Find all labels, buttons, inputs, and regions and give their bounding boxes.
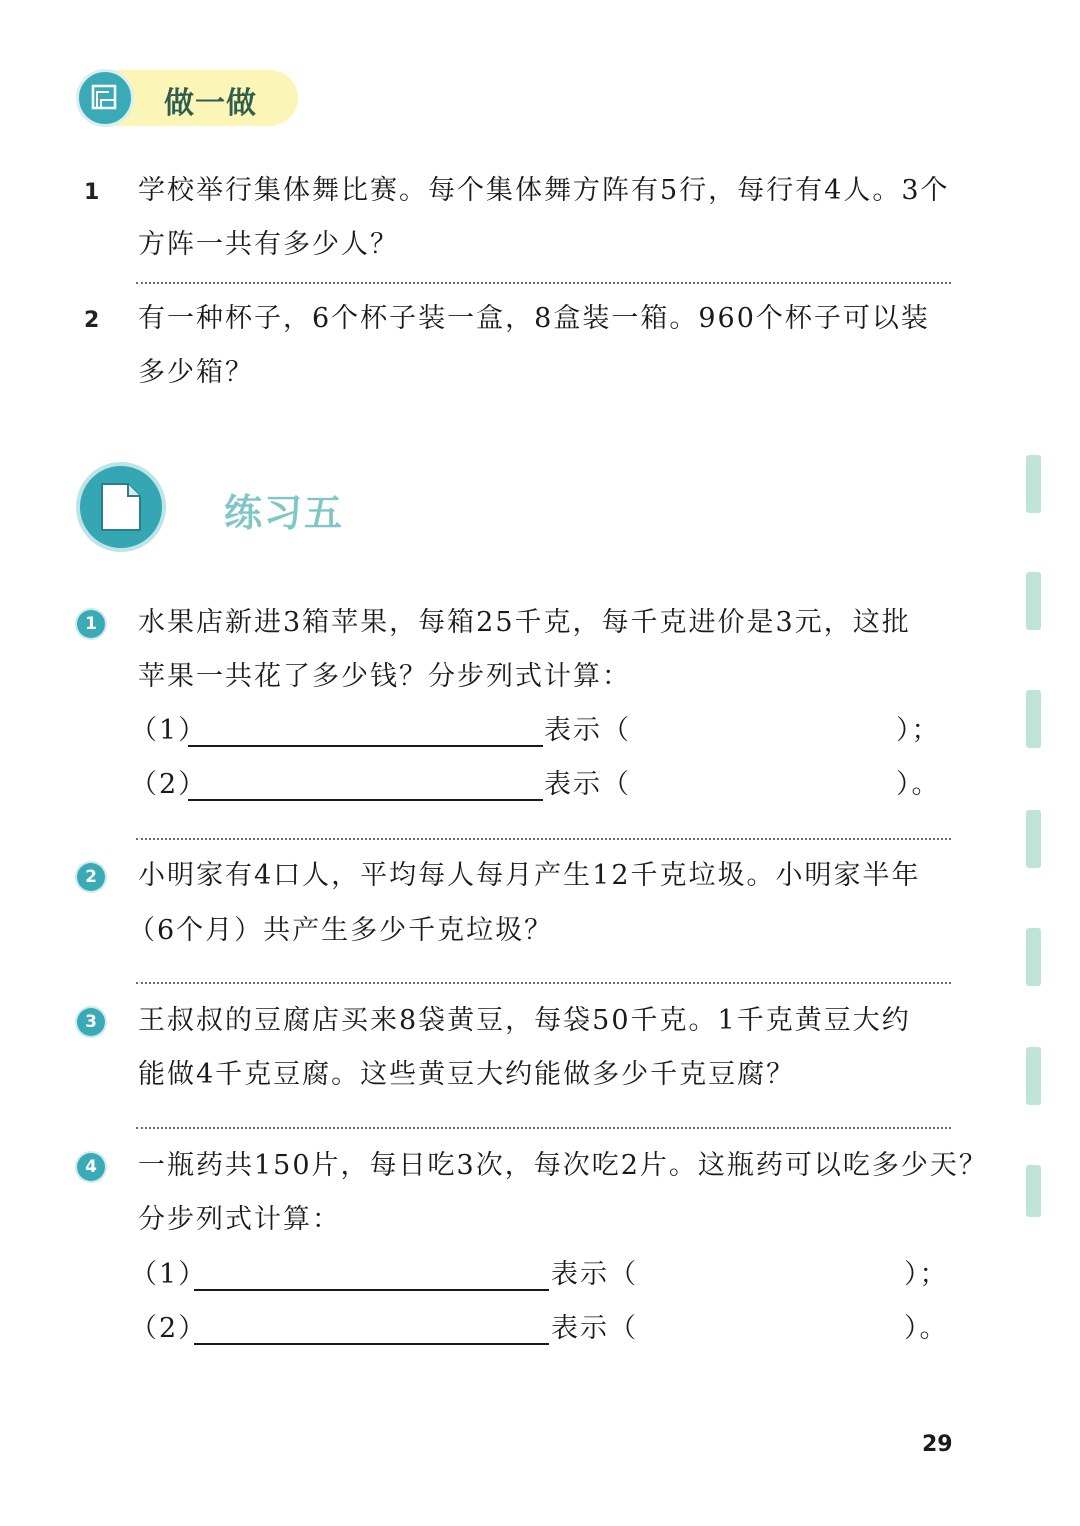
edge-tab	[1026, 1047, 1041, 1105]
question-text-line: 多少箱？	[138, 357, 254, 388]
answer-blank[interactable]	[188, 799, 543, 801]
question-text-line: 小明家有4口人，平均每人每月产生12千克垃圾。小明家半年	[138, 860, 921, 891]
question-number-badge: 2	[77, 863, 105, 891]
section-title-zuoyizuo: 做一做	[164, 86, 257, 121]
step-label: （1）	[130, 715, 208, 746]
dotted-divider	[136, 838, 951, 840]
step-end-text: ）；	[904, 1259, 949, 1290]
item-number: 2	[84, 308, 100, 333]
question-text-line: 分步列式计算：	[138, 1204, 341, 1235]
dotted-divider	[136, 282, 951, 284]
item-number: 1	[84, 180, 100, 205]
question-text-line: 一瓶药共150片，每日吃3次，每次吃2片。这瓶药可以吃多少天？	[138, 1150, 988, 1181]
step-meaning-text: 表示（	[544, 715, 631, 746]
step-label: （2）	[130, 769, 208, 800]
edge-tab	[1026, 928, 1041, 986]
page-number: 29	[922, 1432, 953, 1457]
pencil-box-icon	[76, 69, 134, 127]
answer-blank[interactable]	[194, 1289, 549, 1291]
step-meaning-text: 表示（	[544, 769, 631, 800]
edge-tab	[1026, 1165, 1041, 1217]
edge-tab	[1026, 810, 1041, 868]
question-text-line: 有一种杯子，6个杯子装一盒，8盒装一箱。960个杯子可以装	[138, 303, 930, 334]
question-text-line: 水果店新进3箱苹果，每箱25千克，每千克进价是3元，这批	[138, 607, 911, 638]
step-label: （2）	[130, 1313, 208, 1344]
question-text-line: （6个月）共产生多少千克垃圾？	[128, 915, 554, 946]
answer-blank[interactable]	[194, 1343, 549, 1345]
question-text-line: 苹果一共花了多少钱？分步列式计算：	[138, 661, 631, 692]
edge-tab	[1026, 572, 1041, 630]
step-end-text: ）；	[896, 715, 941, 746]
question-number-badge: 1	[77, 610, 105, 638]
question-number-badge: 3	[77, 1008, 105, 1036]
question-text-line: 王叔叔的豆腐店买来8袋黄豆，每袋50千克。1千克黄豆大约	[138, 1005, 911, 1036]
dotted-divider	[136, 982, 951, 984]
edge-tab	[1026, 690, 1041, 748]
step-meaning-text: 表示（	[551, 1313, 638, 1344]
step-end-text: ）。	[904, 1313, 949, 1344]
edge-tab	[1026, 455, 1041, 513]
exercise-title: 练习五	[224, 491, 345, 535]
answer-blank[interactable]	[188, 745, 543, 747]
dotted-divider	[136, 1127, 951, 1129]
question-text-line: 方阵一共有多少人？	[138, 229, 399, 260]
step-label: （1）	[130, 1259, 208, 1290]
step-meaning-text: 表示（	[551, 1259, 638, 1290]
question-text-line: 学校举行集体舞比赛。每个集体舞方阵有5行，每行有4人。3个	[138, 175, 950, 206]
step-end-text: ）。	[896, 769, 941, 800]
document-icon	[76, 462, 166, 552]
question-text-line: 能做4千克豆腐。这些黄豆大约能做多少千克豆腐？	[138, 1059, 796, 1090]
question-number-badge: 4	[77, 1153, 105, 1181]
